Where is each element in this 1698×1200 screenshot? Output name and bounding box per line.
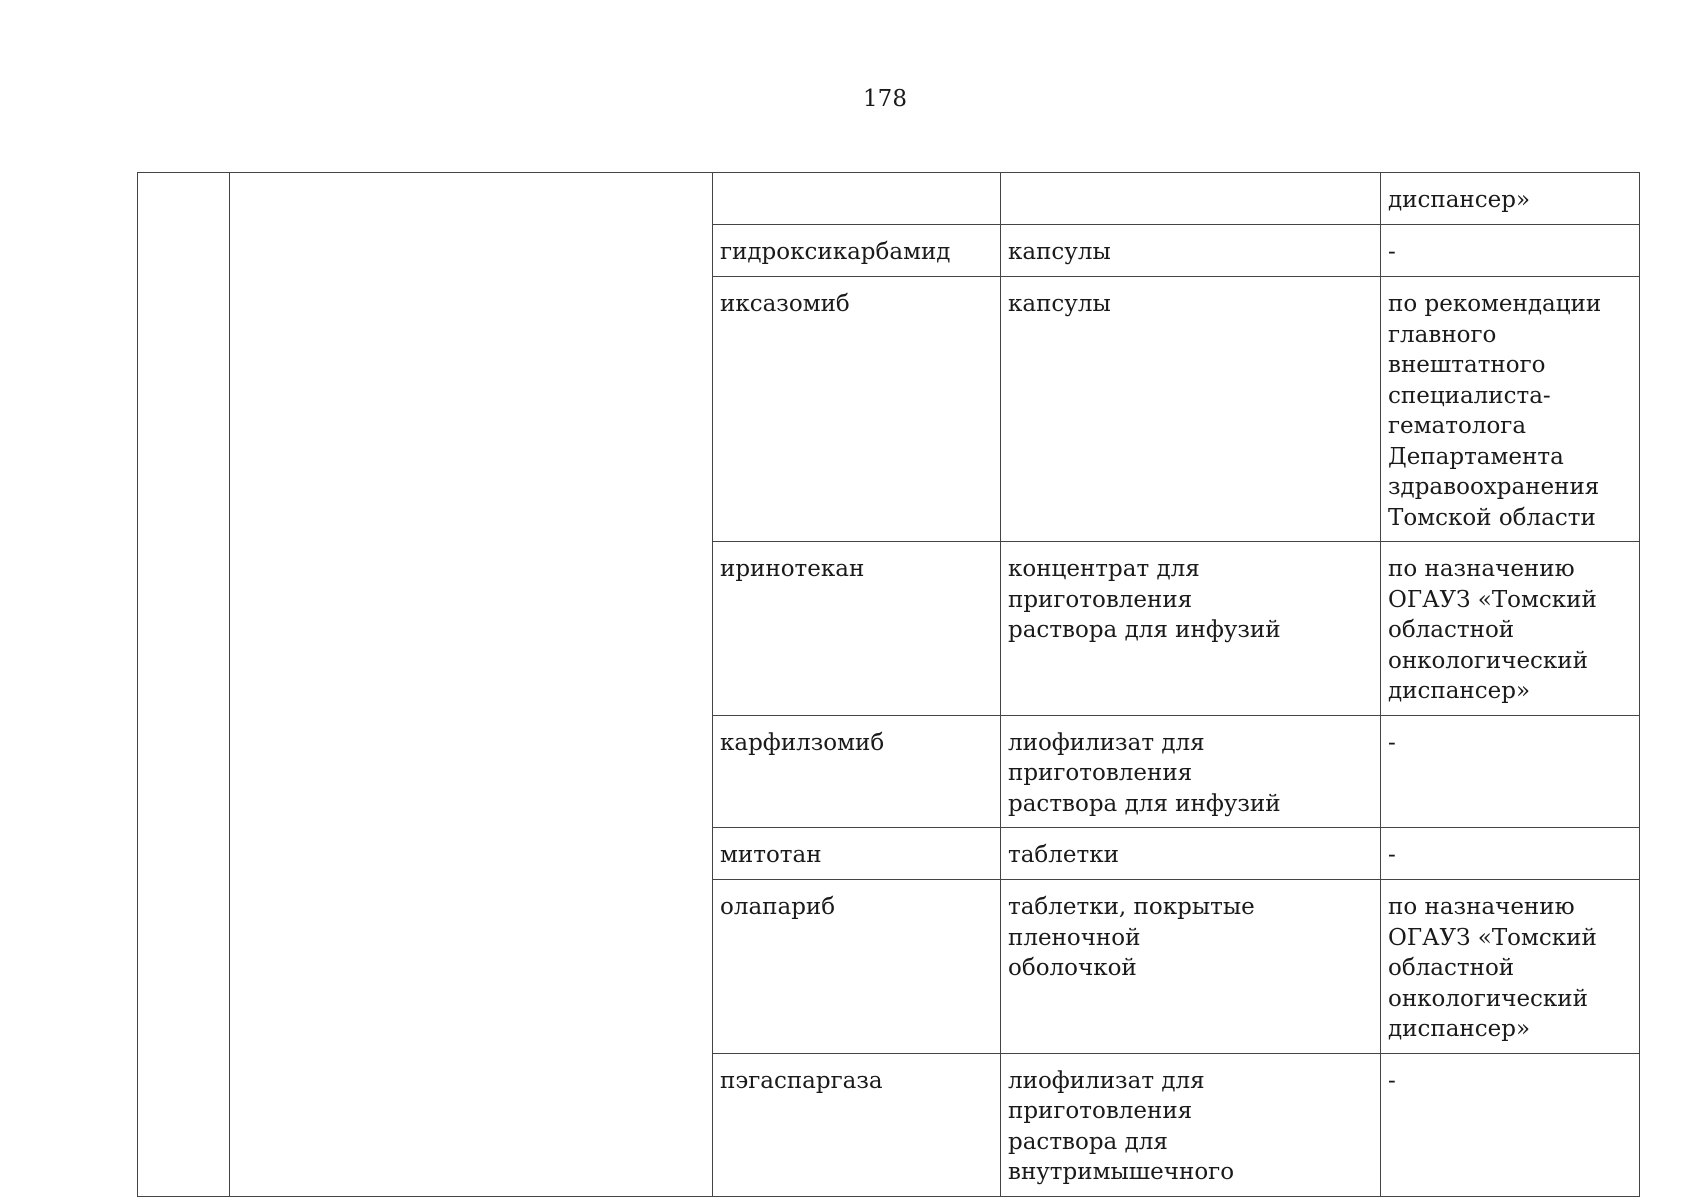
group-name-cell	[230, 173, 713, 1197]
drug-name-cell: иринотекан	[713, 542, 1001, 716]
condition-cell: по рекомендации главного внештатного специалиста- гематолога Департамента здравоохранения Томской области	[1381, 277, 1640, 542]
row-number-cell	[138, 173, 230, 1197]
dosage-form-cell	[1001, 173, 1381, 225]
drug-name-cell: карфилзомиб	[713, 715, 1001, 828]
drug-name-cell: иксазомиб	[713, 277, 1001, 542]
dosage-form-cell: капсулы	[1001, 225, 1381, 277]
condition-cell: по назначению ОГАУЗ «Томский областной онкологический диспансер»	[1381, 542, 1640, 716]
drug-name-cell: олапариб	[713, 880, 1001, 1054]
dosage-form-cell: лиофилизат для приготовления раствора для инфузий	[1001, 715, 1381, 828]
condition-cell: -	[1381, 225, 1640, 277]
drug-name-cell: гидроксикарбамид	[713, 225, 1001, 277]
condition-cell: -	[1381, 1053, 1640, 1196]
dosage-form-cell: концентрат для приготовления раствора для инфузий	[1001, 542, 1381, 716]
condition-cell: -	[1381, 715, 1640, 828]
condition-cell: диспансер»	[1381, 173, 1640, 225]
page-number: 178	[863, 86, 907, 112]
drug-name-cell: пэгаспаргаза	[713, 1053, 1001, 1196]
condition-cell: по назначению ОГАУЗ «Томский областной онкологический диспансер»	[1381, 880, 1640, 1054]
dosage-form-cell: таблетки	[1001, 828, 1381, 880]
dosage-form-cell: капсулы	[1001, 277, 1381, 542]
condition-cell: -	[1381, 828, 1640, 880]
dosage-form-cell: лиофилизат для приготовления раствора для внутримышечного	[1001, 1053, 1381, 1196]
drug-name-cell: митотан	[713, 828, 1001, 880]
drug-name-cell	[713, 173, 1001, 225]
table-row	[138, 173, 1640, 225]
dosage-form-cell: таблетки, покрытые пленочной оболочкой	[1001, 880, 1381, 1054]
drug-table	[137, 172, 1640, 1197]
